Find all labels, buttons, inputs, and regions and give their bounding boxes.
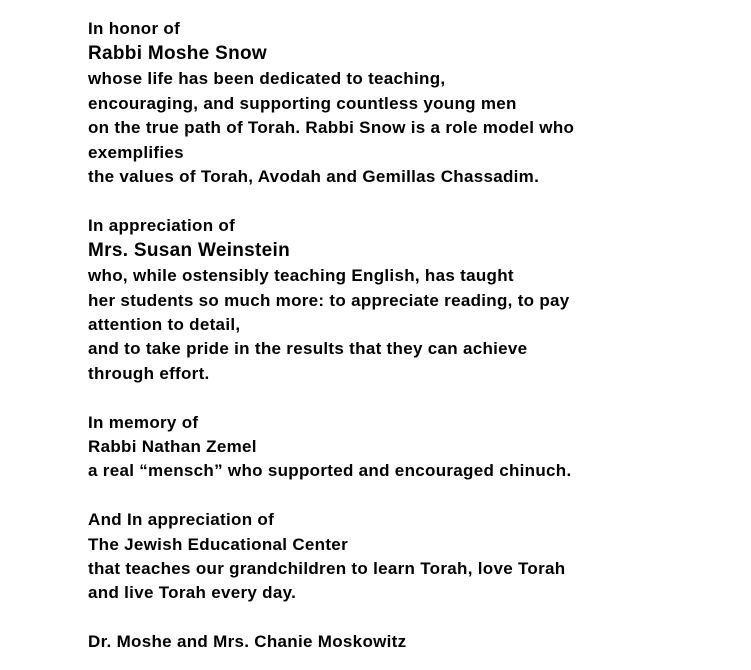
dedication-page <box>88 17 738 655</box>
appreciation-line: and to take pride in the results that they can achieve <box>88 339 528 359</box>
honor-name: Rabbi Moshe Snow <box>88 43 267 65</box>
appreciation-line: who, while ostensibly teaching English, has taught <box>88 266 514 286</box>
honor-line: whose life has been dedicated to teaching, <box>88 69 446 89</box>
center-name: The Jewish Educational Center <box>88 534 348 554</box>
center-heading: And In appreciation of <box>88 510 275 530</box>
honor-section <box>88 17 738 189</box>
honor-line: exemplifies <box>88 142 184 162</box>
memory-name: Rabbi Nathan Zemel <box>88 437 257 457</box>
appreciation-name: Mrs. Susan Weinstein <box>88 240 291 262</box>
center-line: and live Torah every day. <box>88 583 297 603</box>
section-spacer <box>88 189 738 213</box>
appreciation-heading: In appreciation of <box>88 215 236 235</box>
appreciation-line: her students so much more: to appreciate reading, to pay <box>88 290 570 310</box>
honor-heading: In honor of <box>88 19 181 38</box>
signature: Dr. Moshe and Mrs. Chanie Moskowitz <box>88 632 407 652</box>
center-line: that teaches our grandchildren to learn Torah, love Torah <box>88 559 566 579</box>
honor-line: the values of Torah, Avodah and Gemillas Chassadim. <box>88 167 540 187</box>
memory-line: a real “mensch” who supported and encouraged chinuch. <box>88 461 572 481</box>
section-spacer <box>88 606 738 630</box>
memory-heading: In memory of <box>88 412 199 432</box>
appreciation-line: attention to detail, <box>88 315 241 335</box>
memory-section <box>88 411 738 484</box>
appreciation-line: through effort. <box>88 363 210 383</box>
honor-line: encouraging, and supporting countless young men <box>88 93 517 113</box>
honor-line: on the true path of Torah. Rabbi Snow is a role model who <box>88 118 575 138</box>
center-section <box>88 508 738 606</box>
section-spacer <box>88 386 738 410</box>
section-spacer <box>88 484 738 508</box>
appreciation-section <box>88 214 738 386</box>
